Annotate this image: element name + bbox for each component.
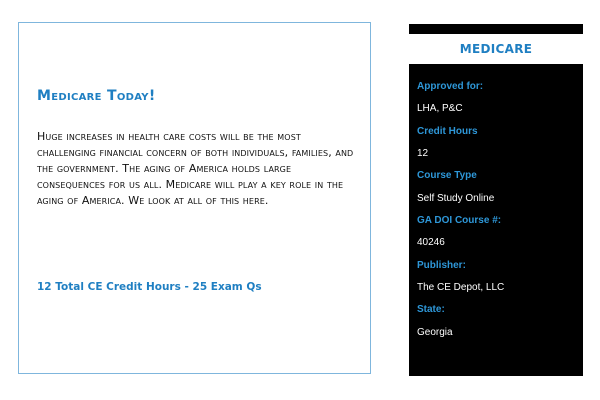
- course-type-value: Self Study Online: [417, 193, 495, 204]
- course-info-sidebar: [409, 24, 583, 376]
- publisher-label: Publisher:: [417, 260, 466, 271]
- publisher-value: The CE Depot, LLC: [417, 282, 505, 293]
- course-title: Medicare Today!: [37, 88, 156, 104]
- sidebar-details-panel: [409, 64, 583, 376]
- credit-hours-value: 12: [417, 148, 429, 159]
- approved-for-label: Approved for:: [417, 81, 484, 92]
- ga-doi-course-value: 40246: [417, 237, 445, 248]
- ga-doi-course-label: GA DOI Course #:: [417, 215, 502, 226]
- sidebar-heading: MEDICARE: [409, 34, 583, 64]
- state-value: Georgia: [417, 327, 453, 338]
- approved-for-value: LHA, P&C: [417, 103, 463, 114]
- credit-hours-label: Credit Hours: [417, 126, 478, 137]
- course-type-label: Course Type: [417, 170, 477, 181]
- course-description: Huge increases in health care costs will be the most challenging financial concern of both individuals, families, and the government. The aging of America holds large consequences for us all. Medicare will play a key role in the aging of America. We look at all of this here.: [37, 130, 354, 207]
- sidebar-top-bar: [409, 24, 583, 34]
- course-card: [18, 22, 371, 374]
- state-label: State:: [417, 304, 445, 315]
- credit-summary: 12 Total CE Credit Hours - 25 Exam Qs: [37, 281, 262, 293]
